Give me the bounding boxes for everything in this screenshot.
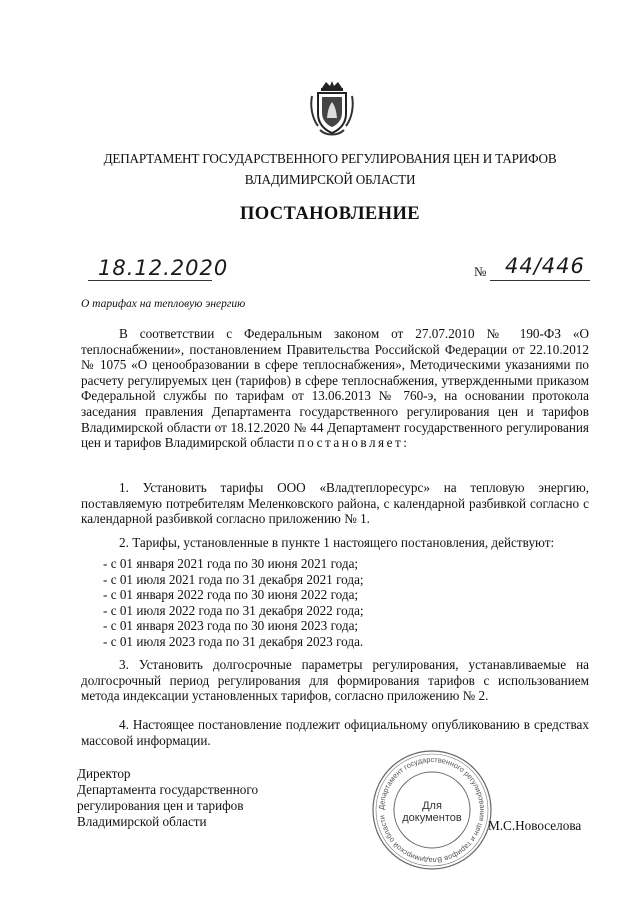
list-item: - с 01 января 2021 года по 30 июня 2021 года; xyxy=(103,556,359,571)
number-underline xyxy=(490,280,590,281)
clause-3 xyxy=(81,657,589,704)
document-number: 44/446 xyxy=(505,254,585,278)
department-name-line1: ДЕПАРТАМЕНТ ГОСУДАРСТВЕННОГО РЕГУЛИРОВАНИЯ ЦЕН И ТАРИФОВ xyxy=(103,151,557,166)
stamp-inner-line: Для xyxy=(422,800,442,812)
period-list xyxy=(103,556,364,650)
stamp-ring-text: Департамент государственного регулирования цен и тарифов Владимирской области xyxy=(376,754,488,866)
signer-title-line: регулирования цен и тарифов xyxy=(77,798,244,813)
document-type-title: ПОСТАНОВЛЕНИЕ xyxy=(239,204,420,224)
resolves-word: постановляет: xyxy=(297,435,410,451)
clause-3-text: 3. Установить долгосрочные параметры регулирования, устанавливаемые на долгосрочный период регулирования для формирования тарифов с использованием метода индексации установленных тарифов, согласно приложению № 2. xyxy=(81,657,589,704)
document-subject: О тарифах на тепловую энергию xyxy=(81,298,246,310)
coat-of-arms-icon xyxy=(308,78,356,138)
number-label: № xyxy=(474,264,487,279)
clause-1 xyxy=(81,480,589,527)
stamp-inner-line: документов xyxy=(402,812,462,824)
signer-title-block xyxy=(77,766,258,830)
document-date: 18.12.2020 xyxy=(98,256,229,280)
clause-2 xyxy=(81,535,589,551)
list-item: - с 01 января 2022 года по 30 июня 2022 года; xyxy=(103,587,359,603)
date-underline xyxy=(88,280,212,281)
clause-4-text: 4. Настоящее постановление подлежит официальному опубликованию в средствах массовой информации. xyxy=(81,717,589,748)
clause-1-text: 1. Установить тарифы ООО «Владтеплоресурс» на тепловую энергию, поставляемую потребителям Меленковского района, с календарной разбивкой согласно с календарной разбивкой согласно приложению № 1. xyxy=(81,480,589,527)
signer-title-line: Департамента государственного xyxy=(77,782,259,797)
signer-name: М.С.Новоселова xyxy=(488,818,582,833)
clause-4 xyxy=(81,717,589,748)
clause-2-text: 2. Тарифы, установленные в пункте 1 настоящего постановления, действуют: xyxy=(119,535,555,550)
signer-title-line: Директор xyxy=(77,766,131,781)
preamble-paragraph xyxy=(81,326,589,451)
list-item: - с 01 июля 2023 года по 31 декабря 2023 года. xyxy=(103,633,364,649)
signer-title-line: Владимирской области xyxy=(77,814,207,829)
list-item: - с 01 января 2023 года по 30 июня 2023 года; xyxy=(103,618,359,634)
stamp-inner-text xyxy=(394,800,470,824)
department-name-line2: ВЛАДИМИРСКОЙ ОБЛАСТИ xyxy=(244,172,416,187)
list-item: - с 01 июля 2021 года по 31 декабря 2021 года; xyxy=(103,571,364,587)
preamble-text: В соответствии с Федеральным законом от 27.07.2010 № 190-ФЗ «О теплоснабжении», постановлением Правительства Российской Федерации от 22.10.2012 № 1075 «О ценообразовании в сфере теплоснабжения», Методическими указаниями по расчету регулируемых цен (тарифов) в сфере теплоснабжения, утвержденными приказом Федеральной службы по тарифам от 13.06.2013 № 760-э, на основании протокола заседания правления Департамента государственного регулирования цен и тарифов Владимирской области от 18.12.2020 № 44 Департамент государственного регулирования цен и тарифов Владимирской области xyxy=(81,326,589,451)
list-item: - с 01 июля 2022 года по 31 декабря 2022 года; xyxy=(103,602,364,618)
